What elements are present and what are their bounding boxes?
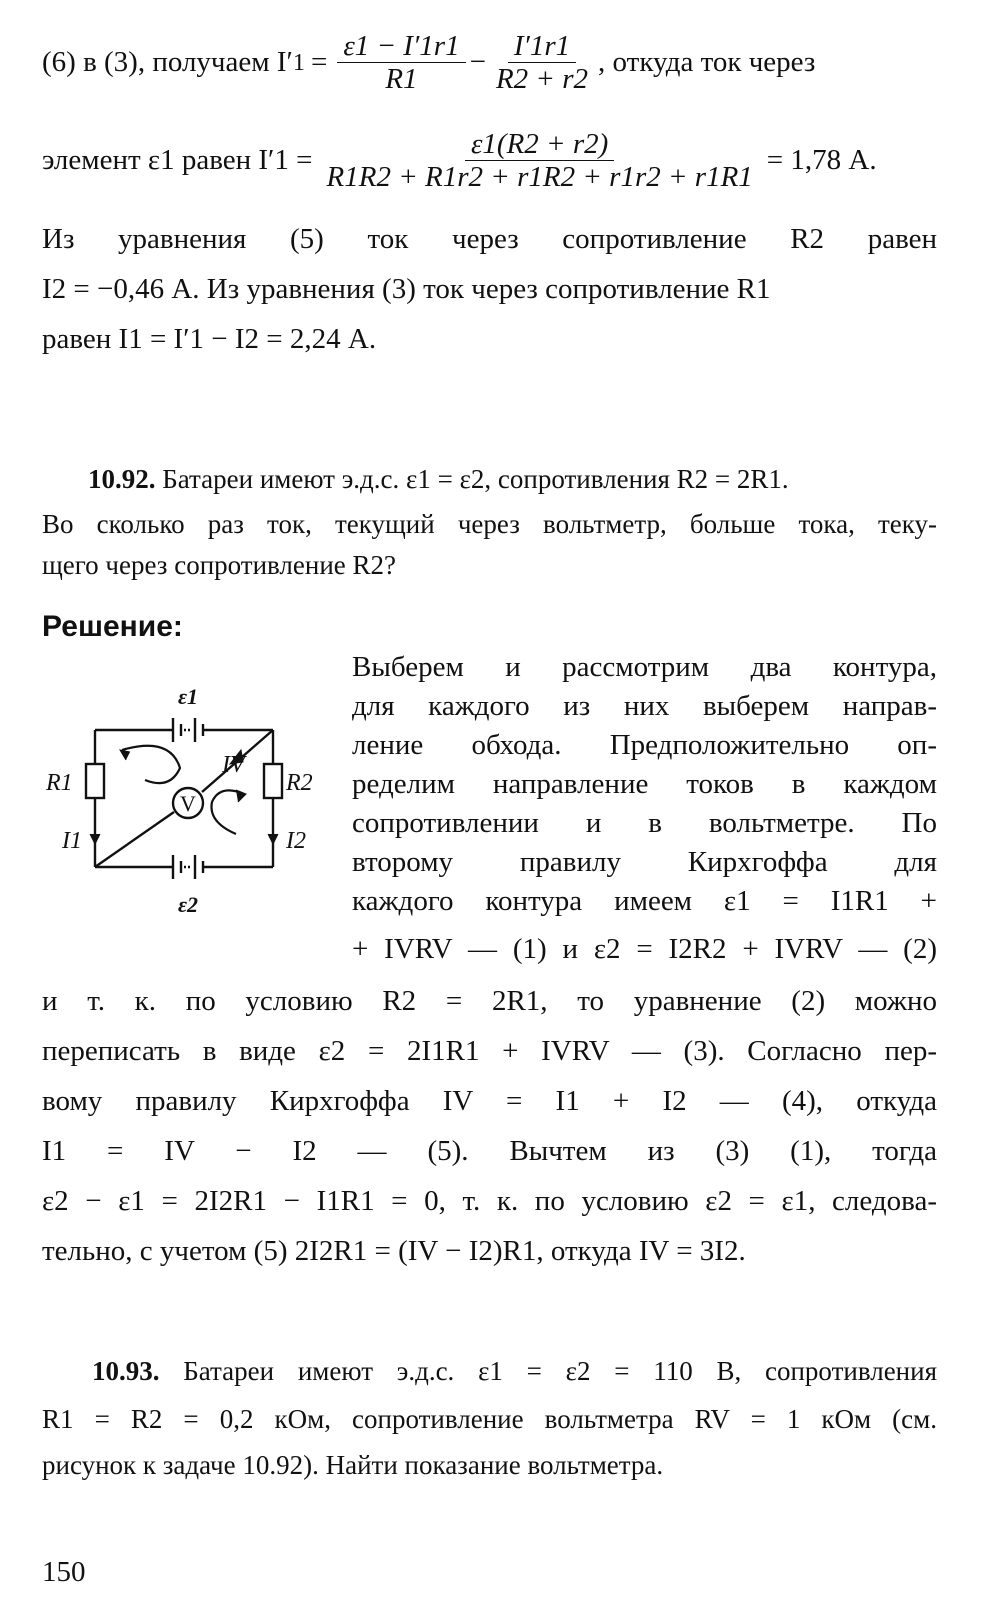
resistor-r1 (86, 764, 104, 798)
label-r1: R1 (46, 770, 73, 796)
side-line-6: второму правилу Кирхгоффа для (352, 846, 937, 878)
loop-arrow-1 (122, 746, 180, 783)
fraction-1 (337, 30, 465, 95)
arrowhead-i2 (268, 834, 278, 844)
loop-arrowhead-2 (236, 790, 246, 802)
problem-10-92-line-3: щего через сопротивление R2? (42, 550, 397, 580)
battery-1 (173, 718, 203, 742)
fraction-2-numerator: I′1r1 (508, 30, 576, 63)
formula-line-2-result: = 1,78 А. (766, 144, 877, 176)
problem-10-93-line-2: R1 = R2 = 0,2 кОм, сопротивление вольтметра RV = 1 кОм (см. (42, 1404, 937, 1434)
solution-line-4: I1 = IV − I2 — (5). Вычтем из (3) (1), тогда (42, 1135, 937, 1167)
side-line-4: ределим направление токов в каждом (352, 768, 937, 800)
label-iv: IV (222, 752, 245, 778)
problem-10-93-line-1 (92, 1352, 937, 1390)
loop-arrowhead-1 (120, 750, 130, 760)
problem-10-93-line-3: рисунок к задаче 10.92). Найти показание вольтметра. (42, 1450, 664, 1480)
side-line-5: сопротивлении и в вольтметре. По (352, 807, 937, 839)
problem-number: 10.93. (92, 1356, 160, 1386)
text-line-5: равен I1 = I′1 − I2 = 2,24 А. (42, 323, 377, 355)
fraction-2-denominator: R2 + r2 (495, 63, 589, 95)
label-e1: ε1 (178, 684, 199, 709)
side-line-3: ление обхода. Предположительно оп- (352, 729, 937, 761)
formula-line-1-prefix: (6) в (3), получаем I′ (42, 46, 293, 78)
formula-line-1 (42, 30, 937, 95)
problem-10-92-line-2: Во сколько раз ток, текущий через вольтметр, больше тока, теку- (42, 509, 937, 539)
formula-line-2 (42, 128, 937, 193)
fraction-1-numerator: ε1 − I′1r1 (337, 30, 465, 63)
label-i2: I2 (286, 828, 306, 854)
side-line-8: + IVRV — (1) и ε2 = I2R2 + IVRV — (2) (352, 933, 937, 965)
solution-line-2: переписать в виде ε2 = 2I1R1 + IVRV — (3). Согласно пер- (42, 1035, 937, 1067)
solution-line-5: ε2 − ε1 = 2I2R1 − I1R1 = 0, т. к. по условию ε2 = ε1, следова- (42, 1185, 937, 1217)
battery-2 (173, 855, 203, 879)
circuit-diagram (40, 672, 330, 932)
equals-sign: = (310, 46, 328, 78)
arrowhead-i1 (90, 834, 100, 844)
page-number: 150 (42, 1556, 86, 1588)
formula-line-1-suffix: , откуда ток через (598, 46, 816, 78)
solution-line-3: вому правилу Кирхгоффа IV = I1 + I2 — (4), откуда (42, 1085, 937, 1117)
solution-line-6: тельно, с учетом (5) 2I2R1 = (IV − I2)R1, откуда IV = 3I2. (42, 1235, 746, 1267)
problem-text: Батареи имеют э.д.с. ε1 = ε2, сопротивления R2 = 2R1. (162, 464, 789, 494)
fraction-2 (490, 30, 594, 95)
text-line-3: Из уравнения (5) ток через сопротивление R2 равен (42, 223, 937, 255)
voltmeter-label: V (180, 791, 196, 816)
side-line-2: для каждого из них выберем направ- (352, 690, 937, 722)
label-r2: R2 (286, 770, 313, 796)
sub-index: 1 (292, 48, 305, 76)
fraction-3-denominator: R1R2 + R1r2 + r1R2 + r1r2 + r1R1 (326, 161, 753, 193)
side-line-7: каждого контура имеем ε1 = I1R1 + (352, 885, 937, 917)
label-e2: ε2 (178, 892, 199, 917)
fraction-3-numerator: ε1(R2 + r2) (465, 128, 614, 161)
solution-heading: Решение: (42, 610, 183, 643)
problem-text: Батареи имеют э.д.с. ε1 = ε2 = 110 В, сопротивления (183, 1356, 937, 1386)
minus-sign: − (469, 46, 486, 78)
solution-line-1: и т. к. по условию R2 = 2R1, то уравнение (2) можно (42, 985, 937, 1017)
problem-number: 10.92. (88, 464, 156, 494)
fraction-1-denominator: R1 (385, 63, 418, 95)
formula-line-2-prefix: элемент ε1 равен I′1 = (42, 144, 313, 176)
label-i1: I1 (62, 828, 82, 854)
fraction-3 (321, 128, 759, 193)
problem-10-92-line-1 (88, 460, 937, 498)
resistor-r2 (264, 764, 282, 798)
text-line-4: I2 = −0,46 А. Из уравнения (3) ток через сопротивление R1 (42, 273, 771, 305)
side-line-1: Выберем и рассмотрим два контура, (352, 651, 937, 683)
